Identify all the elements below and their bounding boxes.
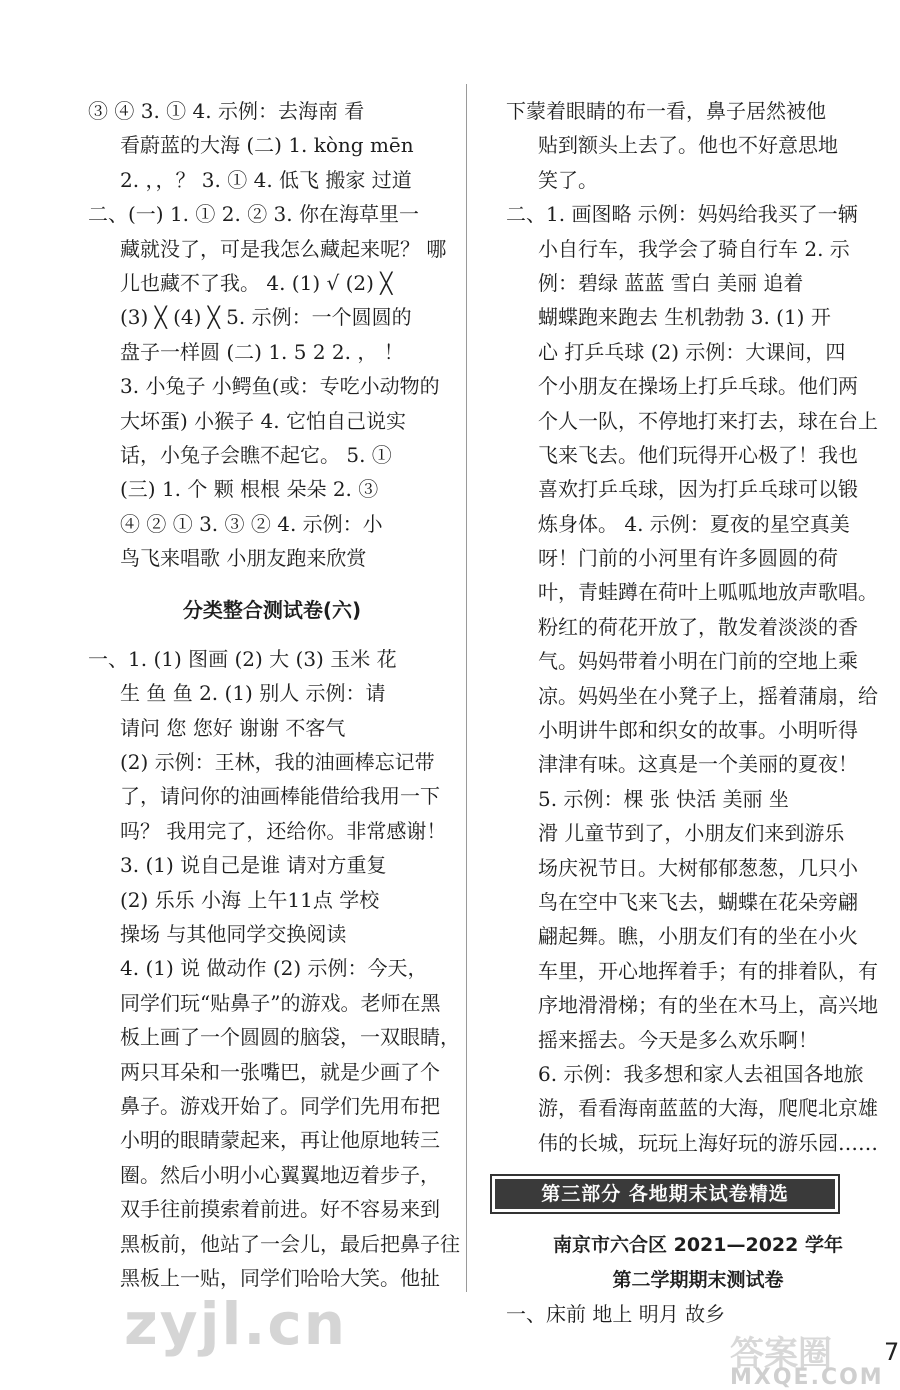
answer-line: 翩起舞。瞧，小朋友们有的坐在小火 <box>538 924 858 949</box>
answer-line: 双手往前摸索着前进。好不容易来到 <box>120 1197 440 1222</box>
answer-line: 6. 示例：我多想和家人去祖国各地旅 <box>538 1061 864 1086</box>
answer-line: 笑了。 <box>538 167 598 192</box>
answer-line: 同学们玩“贴鼻子”的游戏。老师在黑 <box>120 990 441 1015</box>
answer-line: 操场 与其他同学交换阅读 <box>120 921 347 946</box>
part-banner <box>490 1174 840 1214</box>
exam-title-line-1: 南京市六合区 2021—2022 学年 <box>553 1234 843 1257</box>
answer-line: 个小朋友在操场上打乒乓球。他们两 <box>538 374 858 399</box>
right-answers-part-a <box>506 94 890 1160</box>
answer-line: 板上画了一个圆圆的脑袋，一双眼睛， <box>120 1025 460 1050</box>
answer-line: 滑 儿童节到了，小朋友们来到游乐 <box>538 821 845 846</box>
watermark-mxqe <box>730 1326 884 1390</box>
answer-line: 贴到额头上去了。他也不好意思地 <box>538 133 838 158</box>
column-divider <box>466 84 467 1292</box>
answer-line: 看蔚蓝的大海 (二) 1. kòng mēn <box>120 133 414 158</box>
right-column <box>506 94 890 1331</box>
left-column <box>88 94 460 1295</box>
answer-line: 个人一队，不停地打来打去，球在台上 <box>538 408 878 433</box>
answer-line: 鼻子。游戏开始了。同学们先用布把 <box>120 1093 440 1118</box>
answer-line: 鸟飞来唱歌 小朋友跑来欣赏 <box>120 546 367 571</box>
answer-line: 3. 小兔子 小鳄鱼(或：专吃小动物的 <box>120 374 440 399</box>
answer-line: 话，小兔子会瞧不起它。 5. ① <box>120 442 392 467</box>
section-title: 分类整合测试卷(六) <box>182 598 362 623</box>
answer-line: (2) 示例：王林，我的油画棒忘记带 <box>120 750 435 775</box>
answer-line: 例：碧绿 蓝蓝 雪白 美丽 追着 <box>538 270 804 295</box>
part-banner-label: 第三部分 各地期末试卷精选 <box>495 1179 835 1209</box>
watermark-zyjl: zyjl.cn <box>124 1290 348 1358</box>
answer-line: ③ ④ 3. ① 4. 示例：去海南 看 <box>88 99 365 123</box>
answer-line: 小明讲牛郎和织女的故事。小明听得 <box>538 718 858 743</box>
answer-line: 炼身体。 4. 示例：夏夜的星空真美 <box>538 511 850 536</box>
answer-line: 一、1. (1) 图画 (2) 大 (3) 玉米 花 <box>88 646 397 671</box>
answer-line: 圈。然后小明小心翼翼地迈着步子， <box>120 1162 440 1187</box>
answer-line: 鸟在空中飞来飞去，蝴蝶在花朵旁翩 <box>538 889 858 914</box>
answer-line: 二、(一) 1. ① 2. ② 3. 你在海草里一 <box>88 202 419 227</box>
answer-line: 车里，开心地挥着手；有的排着队，有 <box>538 958 878 983</box>
answer-line: 小自行车，我学会了骑自行车 2. 示 <box>538 236 850 261</box>
answer-line: 喜欢打乒乓球，因为打乒乓球可以锻 <box>538 477 858 502</box>
answer-line: 呀！门前的小河里有许多圆圆的荷 <box>538 546 838 571</box>
answer-line: 叶，青蛙蹲在荷叶上呱呱地放声歌唱。 <box>538 580 878 605</box>
answer-line: 了，请问你的油画棒能借给我用一下 <box>120 784 440 809</box>
answer-line: 气。妈妈带着小明在门前的空地上乘 <box>538 649 858 674</box>
answer-line: 两只耳朵和一张嘴巴，就是少画了个 <box>120 1059 440 1084</box>
answer-line: 盘子一样圆 (二) 1. 5 2 2. ， ！ <box>120 339 404 364</box>
answer-line: 序地滑滑梯；有的坐在木马上，高兴地 <box>538 993 878 1018</box>
answer-line: 场庆祝节日。大树郁郁葱葱，几只小 <box>538 855 858 880</box>
answer-line: 请问 您 您好 谢谢 不客气 <box>120 715 346 740</box>
answer-line: 大坏蛋) 小猴子 4. 它怕自己说实 <box>120 408 406 433</box>
answer-line: 飞来飞去。他们玩得开心极了！我也 <box>538 442 858 467</box>
answer-line: ④ ② ① 3. ③ ② 4. 示例：小 <box>120 511 383 536</box>
watermark-mxqe-bottom: MXQE.COM <box>730 1365 884 1390</box>
exam-title-line-2: 第二学期期末测试卷 <box>612 1268 784 1291</box>
answer-line: 3. (1) 说自己是谁 请对方重复 <box>120 853 387 878</box>
answer-line: 蝴蝶跑来跑去 生机勃勃 3. (1) 开 <box>538 305 831 330</box>
answer-line: 黑板前，他站了一会儿，最后把鼻子往 <box>120 1231 460 1256</box>
answer-line: (3) ╳ (4) ╳ 5. 示例：一个圆圆的 <box>120 305 412 330</box>
watermark-mxqe-top: 答案圈 <box>730 1334 832 1374</box>
answer-line: 藏就没了，可是我怎么藏起来呢？ 哪 <box>120 236 447 261</box>
answer-line: 生 鱼 鱼 2. (1) 别人 示例：请 <box>120 681 386 706</box>
answer-line: 摇来摇去。今天是多么欢乐啊！ <box>538 1027 818 1052</box>
answer-line: (三) 1. 个 颗 根根 朵朵 2. ③ <box>120 477 379 502</box>
answer-line: 小明的眼睛蒙起来，再让他原地转三 <box>120 1128 440 1153</box>
answer-line: 下蒙着眼睛的布一看，鼻子居然被他 <box>506 99 826 123</box>
answer-line: 4. (1) 说 做动作 (2) 示例：今天， <box>120 956 428 981</box>
answer-line: (2) 乐乐 小海 上午11点 学校 <box>120 887 380 912</box>
answer-line: 游，看看海南蓝蓝的大海，爬爬北京雄 <box>538 1096 878 1121</box>
answer-line: 二、1. 画图略 示例：妈妈给我买了一辆 <box>506 202 858 227</box>
answer-line: 儿也藏不了我。 4. (1) √ (2) ╳ <box>120 270 393 295</box>
answer-line: 伟的长城，玩玩上海好玩的游乐园…… <box>538 1130 878 1155</box>
answer-line: 5. 示例：棵 张 快活 美丽 坐 <box>538 786 789 811</box>
answer-line: 2. ，，？ 3. ① 4. 低飞 搬家 过道 <box>120 167 412 192</box>
answer-line: 粉红的荷花开放了，散发着淡淡的香 <box>538 614 858 639</box>
answer-line: 黑板上一贴，同学们哈哈大笑。他扯 <box>120 1265 440 1290</box>
left-answers-part-a <box>88 94 456 575</box>
left-answers-part-b <box>88 642 460 1295</box>
page-number: 7 <box>884 1338 900 1366</box>
answer-line: 凉。妈妈坐在小凳子上，摇着蒲扇，给 <box>538 683 878 708</box>
answer-line: 津津有味。这真是一个美丽的夏夜！ <box>538 752 858 777</box>
answer-line: 一、床前 地上 明月 故乡 <box>506 1301 726 1326</box>
answer-line: 心 打乒乓球 (2) 示例：大课间，四 <box>538 339 846 364</box>
answer-line: 吗？ 我用完了，还给你。非常感谢！ <box>120 818 447 843</box>
